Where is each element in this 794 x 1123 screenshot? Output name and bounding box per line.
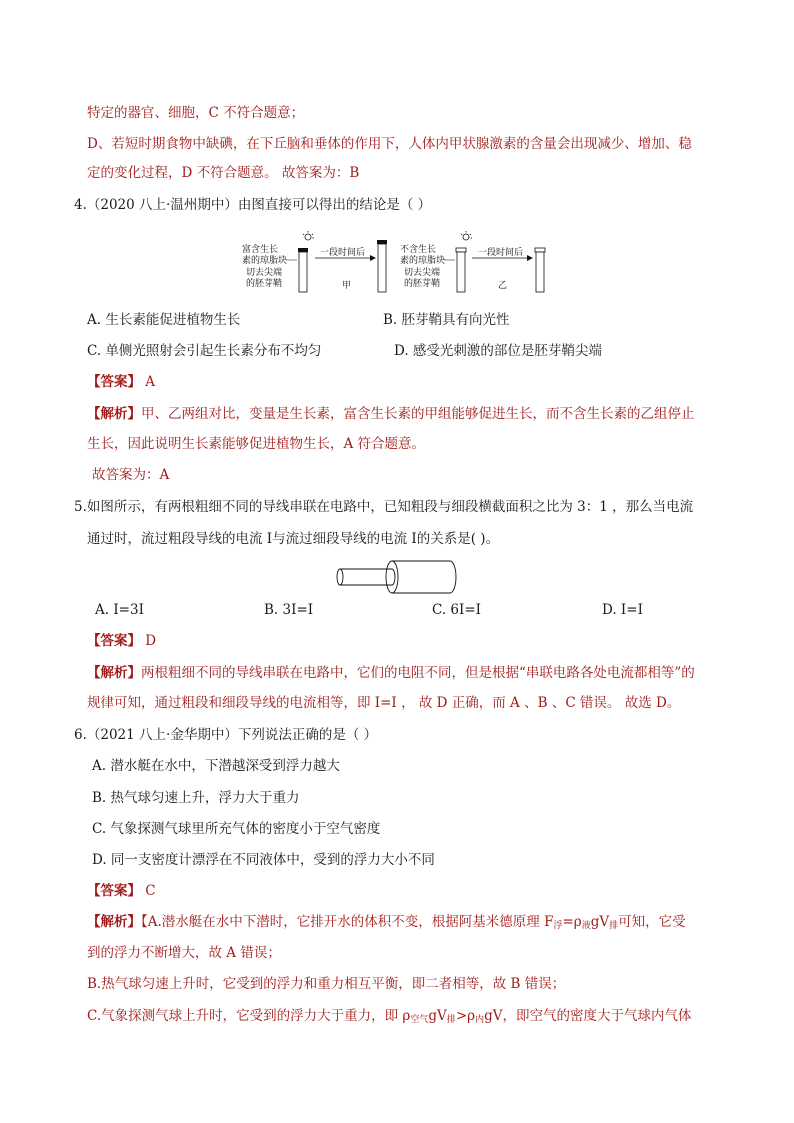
q4-stem: 4.（2020 八上·温州期中）由图直接可以得出的结论是（ ）: [74, 197, 432, 213]
q5-stem-line-1: 5.如图所示，有两根粗细不同的导线串联在电路中，已知粗段与细段横截面积之比为 3：1 ，那么当电流: [74, 499, 694, 515]
q4-fig-coleoptile-b1: [457, 252, 465, 292]
q4-fig-left-label-2: 素的琼脂块: [242, 256, 288, 266]
q4-option-c: C. 单侧光照射会引起生长素分布不均匀: [87, 343, 322, 359]
q6-analysis-4a: C.气象探测气球上升时，它受到的浮力大于重力，即 ρ: [87, 1008, 411, 1024]
q5-opt-c-pre: C. 6I: [432, 602, 465, 618]
q5-answer-label: 【答案】: [87, 633, 141, 649]
q5-analysis-label: 【解析】: [87, 665, 141, 681]
q5-option-a: [95, 600, 144, 620]
q4-fig-agar-block-b: [456, 248, 466, 252]
q5-stem-2b: 与流过细段导线的电流 I: [272, 531, 417, 547]
q4-answer: [87, 372, 155, 392]
q6-answer-label: 【答案】: [87, 883, 141, 899]
q6-analysis-line-1: [87, 912, 686, 932]
q6-analysis-line-3: B.热气球匀速上升时，它受到的浮力和重力相互平衡，即二者相等，故 B 错误；: [87, 976, 566, 992]
q6-option-c: C. 气象探测气球里所充气体的密度小于空气密度: [92, 821, 381, 837]
q3-tail-line-2: D、若短时期食物中缺碘，在下丘脑和垂体的作用下，人体内甲状腺激素的含量会出现减少、增加、稳: [87, 136, 692, 152]
q5-analysis-2c: ， 故 D 正确，而 A 、B 、C 错误。 故选 D。: [396, 695, 681, 711]
q6-analysis-label: 【解析】: [87, 914, 141, 930]
q6-analysis-1b: =ρ: [562, 914, 582, 930]
q4-fig-left-label-4: 的胚芽鞘: [246, 279, 283, 289]
q6-analysis-1d: 可知，它受: [618, 914, 686, 930]
q6-option-d: D. 同一支密度计漂浮在不同液体中，受到的浮力大小不同: [92, 852, 435, 868]
q5-stem-2a: 通过时，流过粗段导线的电流 I: [87, 531, 273, 547]
q4-fig-agar-block-b2: [535, 248, 545, 252]
q6-answer-value: C: [145, 883, 156, 899]
q5-analysis-text-1: 两根粗细不同的导线串联在电路中，它们的电阻不同，但是根据“串联电路各处电流都相等”的: [141, 665, 695, 681]
q4-analysis-label: 【解析】: [87, 406, 141, 422]
q4-fig-left-label-3: 切去尖端: [246, 268, 283, 278]
q4-figure: [240, 222, 560, 302]
q5-opt-d-mid: =I: [626, 602, 643, 618]
q4-fig-coleoptile-b2: [536, 252, 544, 292]
q5-answer-value: D: [145, 633, 157, 649]
q3-tail-line-1: 特定的器官、细胞，C 不符合题意；: [87, 105, 305, 121]
q5-analysis-2a: 规律可知，通过粗段和细段导线的电流相等，即 I: [87, 695, 381, 711]
q5-opt-c-mid: =I: [464, 602, 482, 618]
q4-fig-group-a: 甲: [342, 281, 352, 291]
q5-opt-d-pre: D. I: [602, 602, 627, 618]
q4-fig-arrow-text-a: 一段时间后: [320, 248, 366, 258]
q4-fig-group-b: 乙: [498, 281, 508, 291]
q3-tail-line-3: 定的变化过程，D 不符合题意。 故答案为：B: [87, 165, 360, 181]
q6-analysis-line-2: 到的浮力不断增大，故 A 错误；: [87, 945, 281, 961]
q4-analysis-text-1: 甲、乙两组对比，变量是生长素，富含生长素的甲组能够促进生长，而不含生长素的乙组停止: [141, 406, 695, 422]
q6-option-a: A. 潜水艇在水中，下潜越深受到浮力越大: [92, 758, 340, 774]
q4-analysis-line-1: [87, 404, 695, 424]
q4-fig-right-label-1: 不含生长: [400, 245, 437, 255]
q5-stem-line-2: [87, 529, 499, 549]
q6-analysis-1c: gV: [590, 914, 610, 930]
q5-opt-a-mid: =3I: [118, 602, 144, 618]
q4-analysis-line-2: 生长，因此说明生长素能够促进植物生长，A 符合题意。: [87, 436, 426, 452]
q4-fig-coleoptile-a2: [378, 244, 386, 292]
q5-analysis-line-2: [87, 693, 680, 713]
q6-analysis-4c: >ρ: [455, 1008, 476, 1024]
q6-analysis-line-4: [87, 1006, 691, 1026]
q4-option-a: A. 生长素能促进植物生长: [87, 312, 241, 328]
q4-fig-left-label-1: 富含生长: [242, 245, 279, 255]
q4-fig-right-label-4: 的胚芽鞘: [404, 279, 441, 289]
q5-answer: [87, 631, 156, 651]
q4-fig-coleoptile-a1: [299, 252, 307, 292]
q5-stem-2c: 的关系是( )。: [416, 531, 500, 547]
sun-icon: [303, 231, 314, 240]
q5-option-b: [264, 600, 313, 620]
q4-answer-value: A: [145, 374, 156, 390]
q6-analysis-4d: gV，即空气的密度大于气球内气体: [484, 1008, 692, 1024]
q6-sub-air: 空气: [410, 1015, 429, 1025]
q4-fig-agar-block-a2: [377, 240, 387, 244]
q6-sub-liquid: 液: [581, 921, 591, 931]
q4-fig-arrow-text-b: 一段时间后: [478, 248, 524, 258]
q6-sub-displaced: 排: [609, 921, 619, 931]
q6-stem: 6.（2021 八上·金华期中）下列说法正确的是（ ）: [74, 727, 378, 743]
q4-option-b: B. 胚芽鞘具有向光性: [383, 312, 510, 328]
q6-sub-in: 内: [475, 1015, 485, 1025]
q6-option-b: B. 热气球匀速上升，浮力大于重力: [92, 790, 300, 806]
q5-option-d: [602, 600, 643, 620]
q4-fig-right-label-2: 素的琼脂块: [400, 256, 446, 266]
q6-analysis-1a: 【A.潜水艇在水中下潜时，它排开水的体积不变，根据阿基米德原理 F: [141, 914, 554, 930]
q5-wire-figure: [332, 557, 462, 597]
q5-opt-a-pre: A. I: [95, 602, 119, 618]
q5-option-c: [432, 600, 481, 620]
q4-option-d: D. 感受光刺激的部位是胚芽鞘尖端: [394, 343, 602, 359]
q6-analysis-4b: gV: [428, 1008, 447, 1024]
q4-conclusion: 故答案为：A: [92, 467, 170, 483]
q5-analysis-2b: =I: [380, 695, 397, 711]
q6-sub-displaced-2: 排: [446, 1015, 456, 1025]
q5-opt-b-pre: B. 3I: [264, 602, 297, 618]
q6-sub-float: 浮: [553, 921, 563, 931]
q5-opt-b-mid: =I: [296, 602, 314, 618]
q5-analysis-line-1: [87, 663, 695, 683]
q4-fig-agar-block-a: [298, 248, 308, 252]
q4-fig-right-label-3: 切去尖端: [404, 268, 441, 278]
sun-icon-right: [461, 231, 472, 240]
q6-answer: [87, 881, 156, 901]
q4-answer-label: 【答案】: [87, 374, 141, 390]
